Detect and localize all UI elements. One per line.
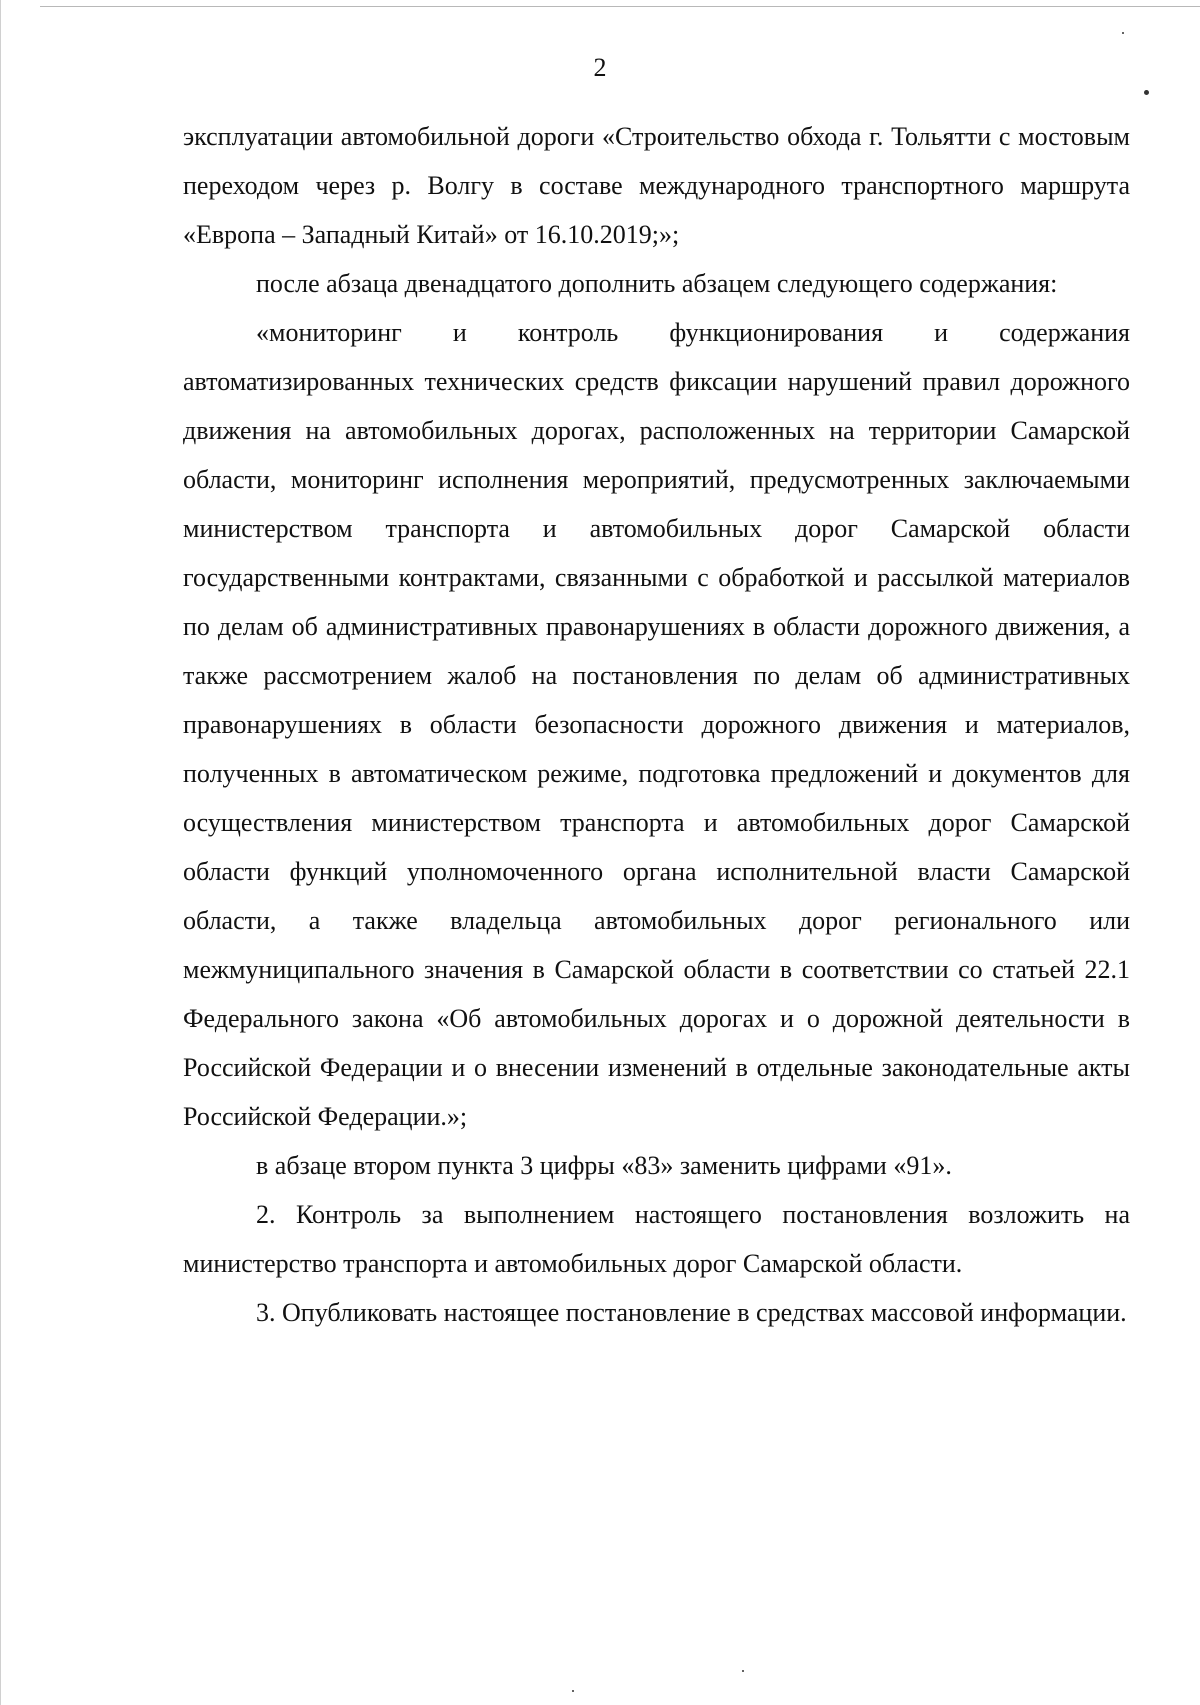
page-number: 2 [593, 53, 607, 82]
scan-edge-top [40, 6, 1200, 7]
scan-speck [742, 1670, 744, 1672]
paragraph-amendment-text: «мониторинг и контроль функционирования и содержания автоматизированных технических средств фиксации нарушений правил дорожного движения на автомобильных дорогах, расположенных на территории Самарской области, мониторинг исполнения мероприятий, предусмотренных заключаемыми министерством транспорта и автомобильных дорог Самарской области государственными контрактами, связанными с обработкой и рассылкой материалов по делам об административных правонарушениях в области дорожного движения, а также рассмотрением жалоб на постановления по делам об административных правонарушениях в области безопасности дорожного движения и материалов, полученных в автоматическом режиме, подготовка предложений и документов для осуществления министерством транспорта и автомобильных дорог Самарской области функций уполномоченного органа исполнительной власти Самарской области, а также владельца автомобильных дорог регионального или межмуниципального значения в Самарской области в соответствии со статьей 22.1 Федерального закона «Об автомобильных дорогах и о дорожной деятельности в Российской Федерации и о внесении изменений в отдельные законодательные акты Российской Федерации.»; [183, 318, 1130, 1131]
scan-edge-left [0, 0, 1, 1705]
scan-speck [1144, 90, 1149, 95]
scan-speck [1122, 32, 1124, 34]
paragraph-publication-clause: 3. Опубликовать настоящее постановление в средствах массовой информации. [256, 1298, 1127, 1327]
paragraph-continuation: эксплуатации автомобильной дороги «Строительство обхода г. Тольятти с мостовым переходом через р. Волгу в составе международного транспортного маршрута «Европа – Западный Китай» от 16.10.2019;»; [183, 122, 1130, 249]
paragraph-amendment-intro: после абзаца двенадцатого дополнить абзацем следующего содержания: [256, 269, 1058, 298]
paragraph-figure-replacement: в абзаце втором пункта 3 цифры «83» заменить цифрами «91». [256, 1151, 952, 1180]
scan-speck [572, 1690, 574, 1692]
document-body [183, 112, 1130, 1337]
paragraph-control-clause: 2. Контроль за выполнением настоящего постановления возложить на министерство транспорта и автомобильных дорог Самарской области. [183, 1200, 1130, 1278]
